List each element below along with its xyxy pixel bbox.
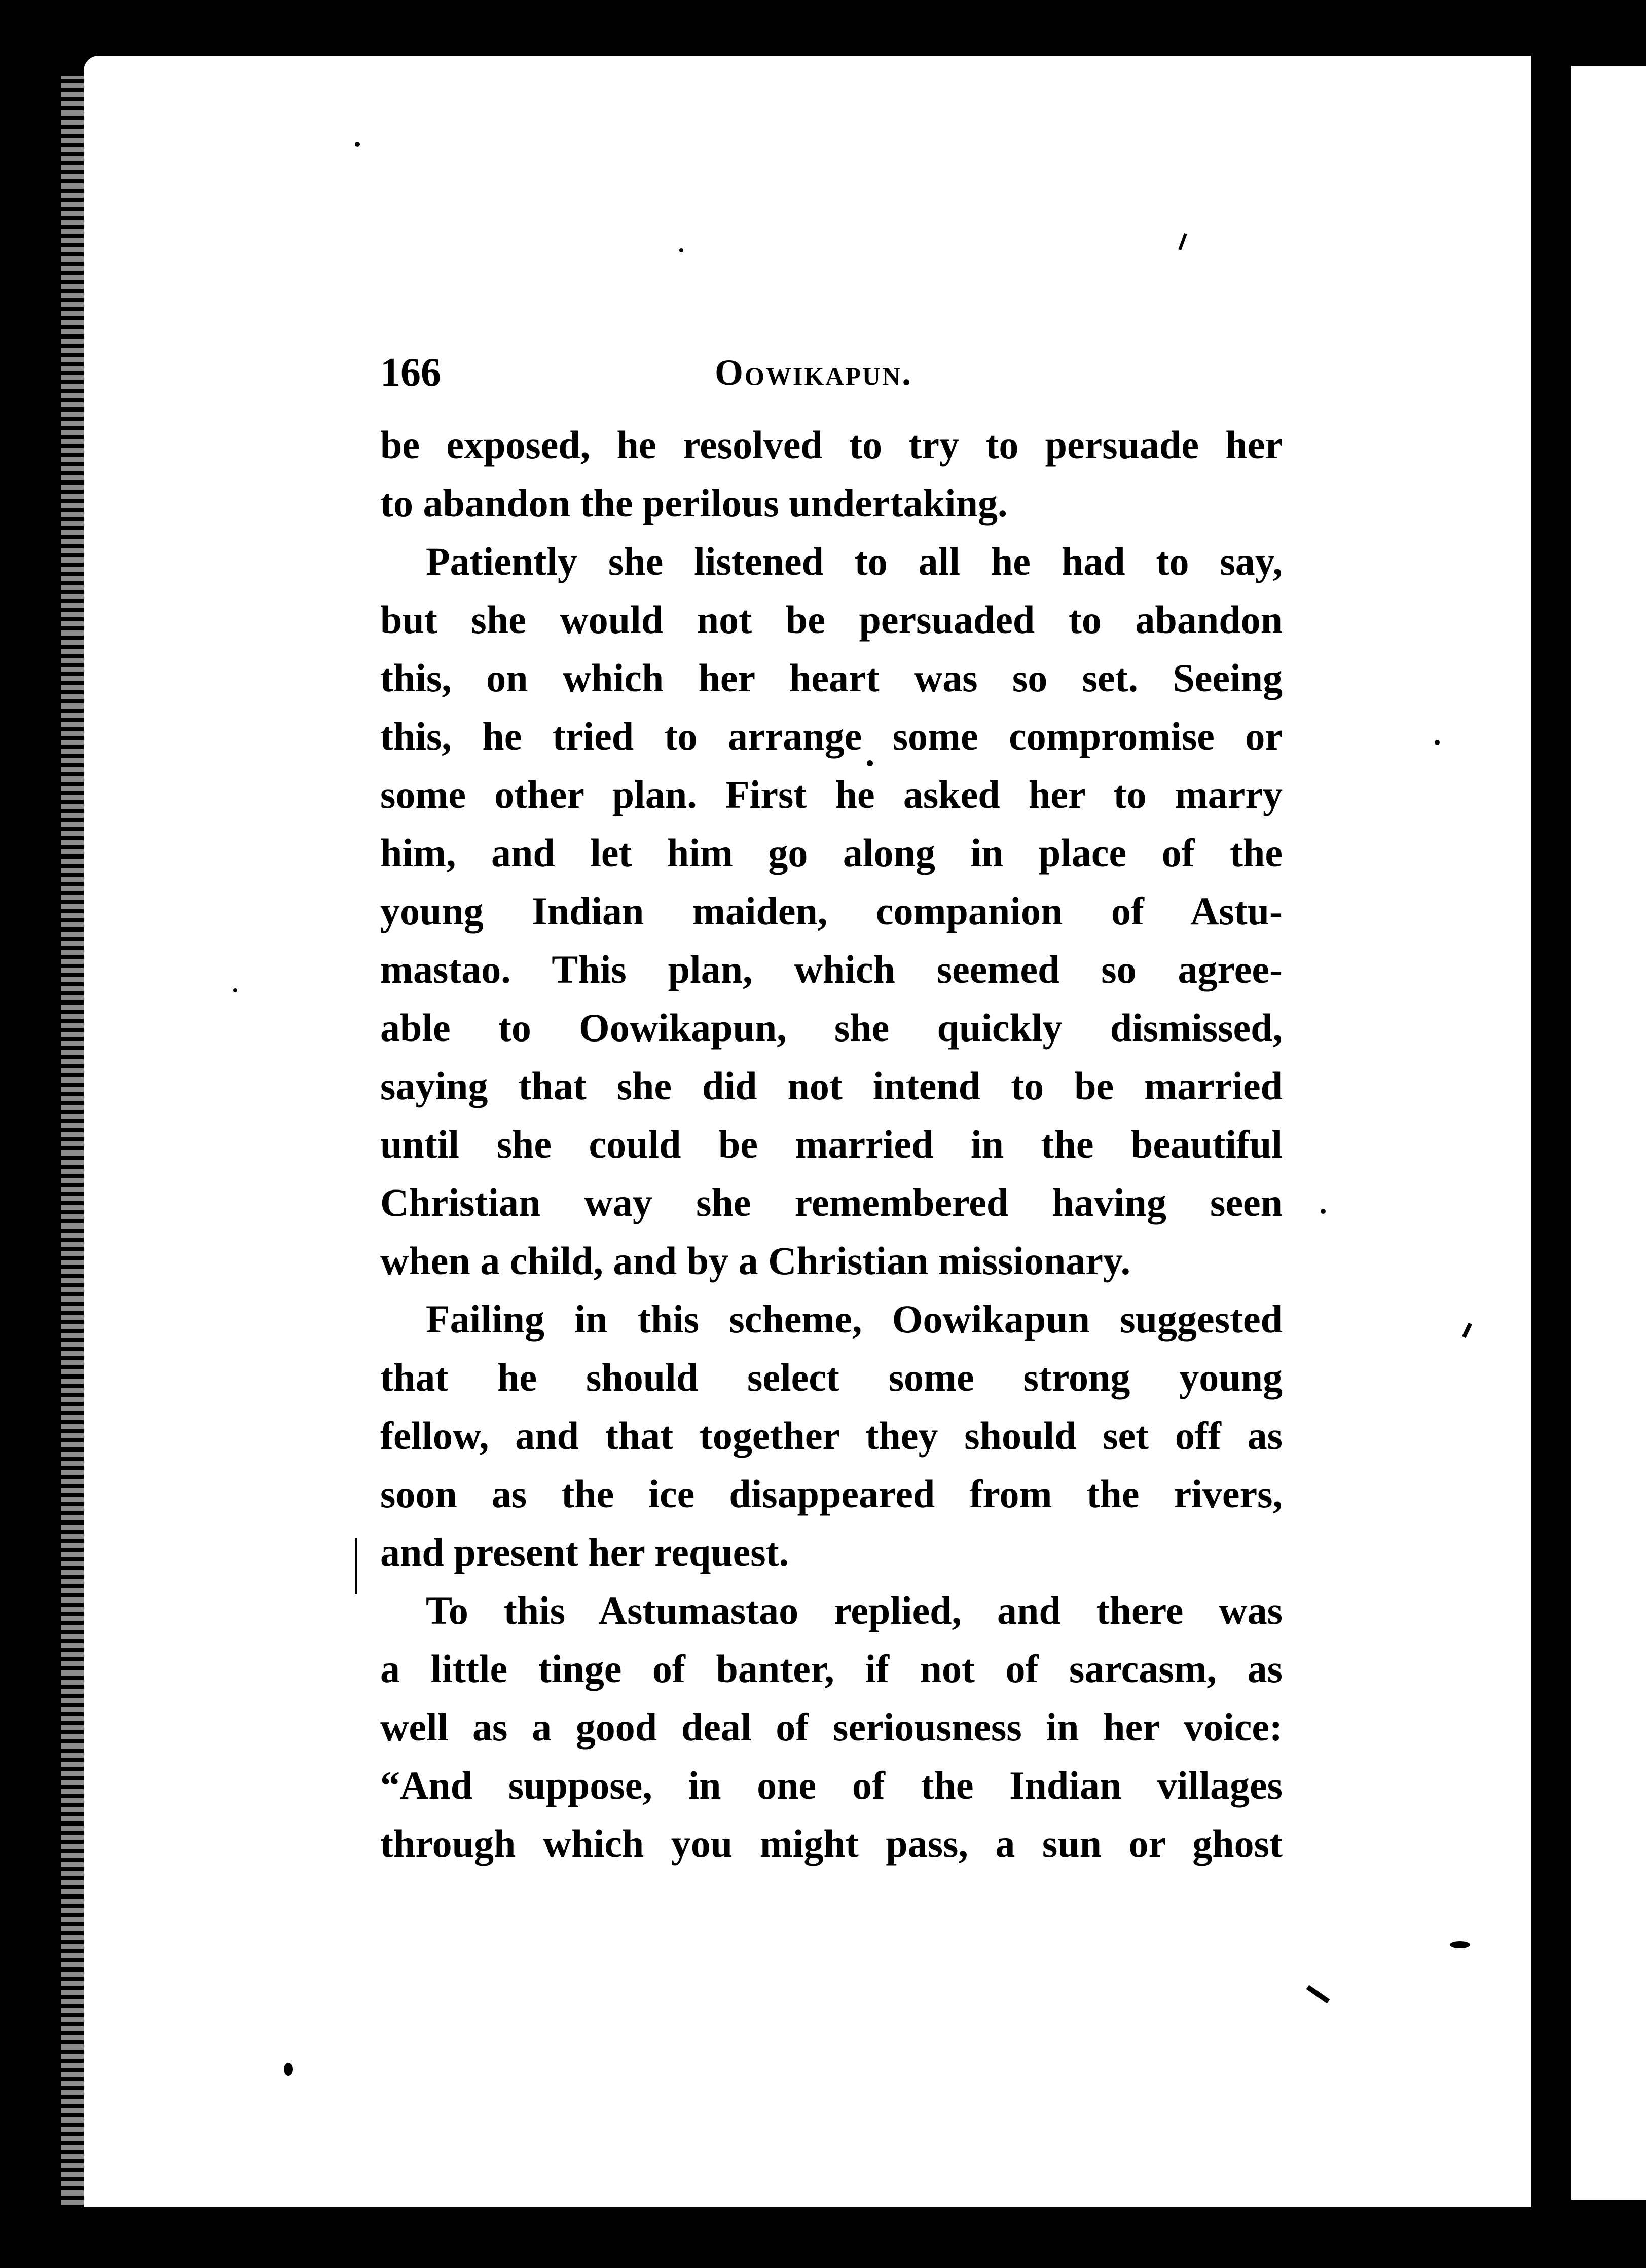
text-line: through which you might pass, a sun or ghost <box>380 1821 1283 1866</box>
text-line: until she could be married in the beautiful <box>380 1122 1283 1166</box>
scan-speck <box>1450 1941 1470 1948</box>
running-head: Oowikapun. <box>715 352 913 393</box>
text-line: young Indian maiden, companion of Astu- <box>380 889 1283 933</box>
scan-speck <box>284 2063 293 2076</box>
text-line: be exposed, he resolved to try to persuade her <box>380 423 1283 467</box>
text-line: fellow, and that together they should set off as <box>380 1414 1283 1458</box>
scan-speck <box>233 988 237 992</box>
text-line: some other plan. First he asked her to marry <box>380 772 1283 816</box>
scan-speck <box>355 142 360 147</box>
text-line: “And suppose, in one of the Indian villages <box>380 1763 1283 1807</box>
text-line: Christian way she remembered having seen <box>380 1180 1283 1224</box>
text-line: this, on which her heart was so set. Seeing <box>380 656 1283 700</box>
text-line: him, and let him go along in place of the <box>380 831 1283 875</box>
text-line: able to Oowikapun, she quickly dismissed, <box>380 1006 1283 1050</box>
scan-speck <box>679 248 683 252</box>
margin-rule <box>355 1538 357 1594</box>
text-line: that he should select some strong young <box>380 1355 1283 1399</box>
text-line: Failing in this scheme, Oowikapun suggested <box>426 1297 1283 1341</box>
text-line: To this Astumastao replied, and there was <box>426 1588 1283 1632</box>
text-line: this, he tried to arrange some compromise or <box>380 714 1283 758</box>
body-text <box>380 416 1283 1873</box>
text-line: but she would not be persuaded to abandon <box>380 598 1283 642</box>
scan-speck <box>1435 740 1440 745</box>
text-line: Patiently she listened to all he had to say, <box>426 539 1283 583</box>
text-line: when a child, and by a Christian missionary. <box>380 1239 1131 1283</box>
page-number: 166 <box>380 350 441 395</box>
text-line: a little tinge of banter, if not of sarcasm, as <box>380 1647 1283 1691</box>
text-line: mastao. This plan, which seemed so agree- <box>380 947 1283 991</box>
text-line: saying that she did not intend to be married <box>380 1064 1283 1108</box>
text-line: and present her request. <box>380 1530 789 1574</box>
text-line: to abandon the perilous undertaking. <box>380 481 1008 525</box>
facing-page-edge <box>1571 66 1646 2200</box>
text-line: soon as the ice disappeared from the rivers, <box>380 1472 1283 1516</box>
scan-speck <box>1321 1209 1326 1214</box>
text-line: well as a good deal of seriousness in her voice: <box>380 1705 1283 1749</box>
page-header <box>380 337 1283 408</box>
scan-gutter <box>1531 56 1571 2207</box>
